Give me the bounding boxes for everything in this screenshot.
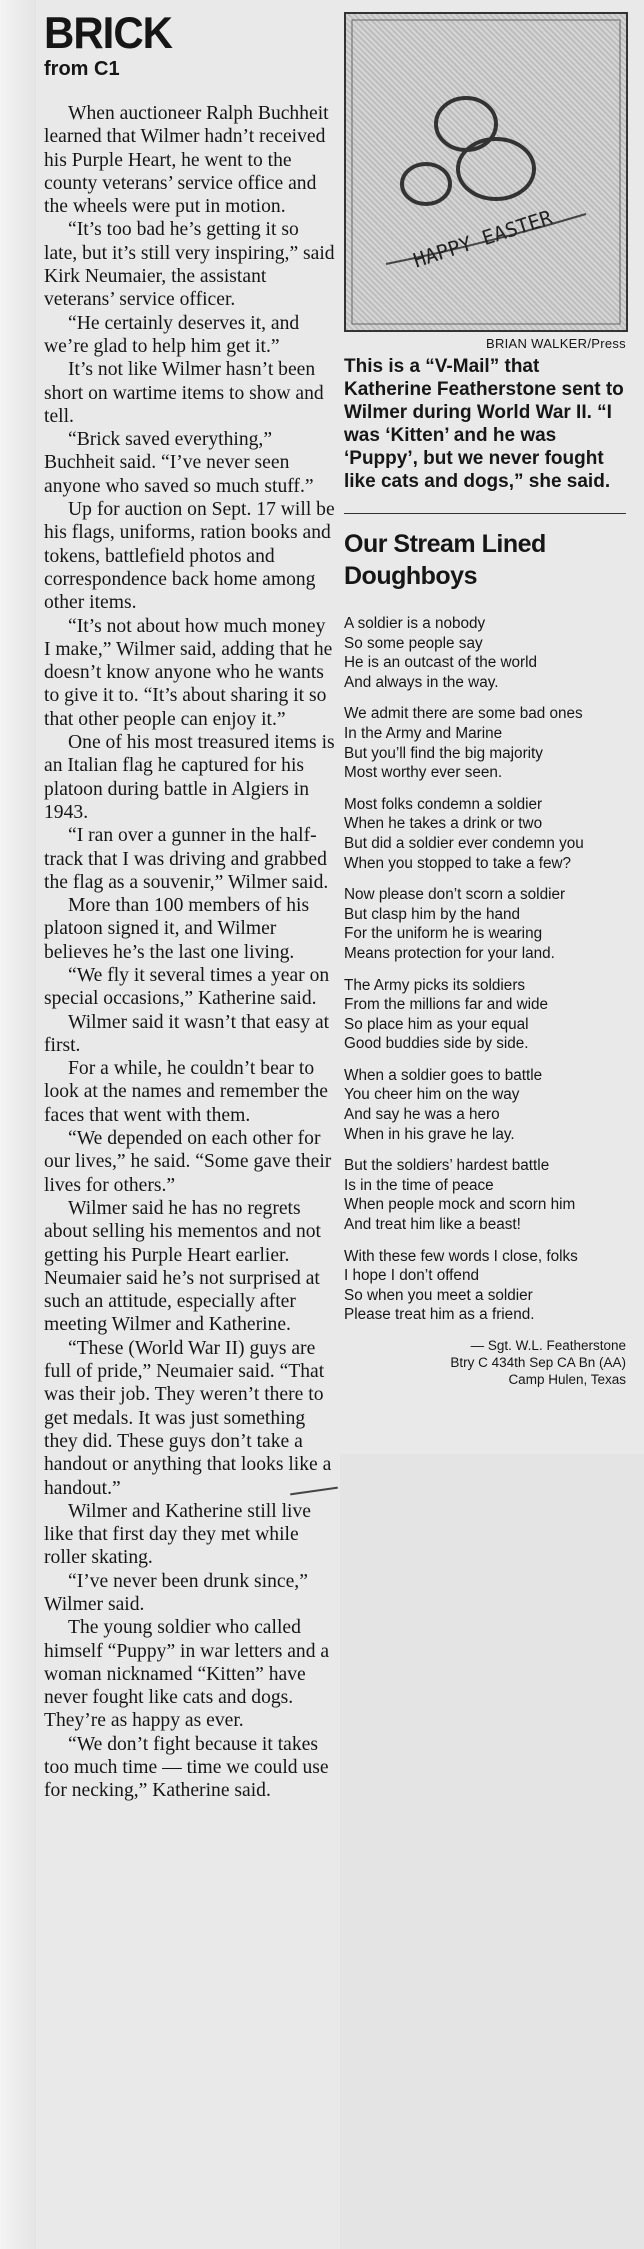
poem-line: So when you meet a soldier <box>344 1286 533 1304</box>
poem-line: So some people say <box>344 634 483 652</box>
article-paragraph: “These (World War II) guys are full of pride,” Neumaier said. “That was their job. They weren’t there to get medals. It was just something they did. These guys don’t take a handout or anything that looks like a handout.” <box>44 1337 332 1499</box>
signature-line: Btry C 434th Sep CA Bn (AA) <box>450 1355 626 1370</box>
article-paragraph: “We depended on each other for our lives,” he said. “Some gave their lives for others.” <box>44 1128 332 1196</box>
article-paragraph: “He certainly deserves it, and we’re glad to help him get it.” <box>44 312 300 357</box>
article-paragraph: The young soldier who called himself “Puppy” in war letters and a woman nicknamed “Kitten” have never fought like cats and dogs. They’re as happy as ever. <box>44 1617 330 1732</box>
poem-line: When in his grave he lay. <box>344 1125 515 1143</box>
article-paragraph: Wilmer and Katherine still live like that first day they met while roller skating. <box>44 1500 311 1569</box>
article-paragraph: Up for auction on Sept. 17 will be his flags, uniforms, ration books and tokens, battlefield photos and correspondence back home among other items. <box>44 499 335 614</box>
poem-line: You cheer him on the way <box>344 1086 520 1104</box>
article-paragraph: “We don’t fight because it takes too much time — time we could use for necking,” Katherine said. <box>44 1733 329 1802</box>
poem-line: Please treat him as a friend. <box>344 1306 535 1324</box>
poem-line: When he takes a drink or two <box>344 815 543 833</box>
poem-stanza <box>344 795 626 873</box>
poem-line: Most folks condemn a soldier <box>344 795 543 813</box>
poem-line: Now please don’t scorn a soldier <box>344 886 566 904</box>
article-paragraph: It’s not like Wilmer hasn’t been short on wartime items to show and tell. <box>44 359 324 427</box>
poem-line: The Army picks its soldiers <box>344 976 526 994</box>
poem-signature <box>344 1337 626 1388</box>
poem-stanza <box>344 885 626 963</box>
article-body <box>44 102 336 1803</box>
poem-stanza <box>344 614 626 692</box>
article-paragraph: “It’s too bad he’s getting it so late, but it’s still very inspiring,” said Kirk Neumaier, the assistant veterans’ service officer. <box>44 219 335 311</box>
poem-line: And always in the way. <box>344 673 499 691</box>
article-headline: BRICK <box>44 7 172 58</box>
poem-stanza <box>344 1247 626 1325</box>
article-paragraph: One of his most treasured items is an Italian flag he captured for his platoon during battle in Algiers in 1943. <box>44 732 335 823</box>
poem-line: But you’ll find the big majority <box>344 744 543 762</box>
signature-line: Camp Hulen, Texas <box>508 1372 626 1387</box>
poem-title: Our Stream Lined Doughboys <box>344 530 546 590</box>
section-divider <box>344 513 626 514</box>
photo-credit: BRIAN WALKER/Press <box>485 336 626 351</box>
poem-line: When you stopped to take a few? <box>344 854 572 872</box>
article-paragraph: Wilmer said he has no regrets about selling his mementos and not getting his Purple Heart earlier. Neumaier said he’s not surprised at such an attitude, especially after meeting Wilmer and Katherine. <box>44 1197 322 1336</box>
poem-line: From the millions far and wide <box>344 996 549 1014</box>
article-paragraph: For a while, he couldn’t bear to look at the names and remember the faces that went with them. <box>44 1058 329 1126</box>
sidebar-column <box>344 12 626 1388</box>
article-paragraph: “I’ve never been drunk since,” Wilmer said. <box>44 1570 308 1615</box>
article-paragraph: “I ran over a gunner in the half-track that I was driving and grabbed the flag as a souvenir,” Wilmer said. <box>44 825 329 893</box>
page-margin <box>0 0 36 2249</box>
poem-line: In the Army and Marine <box>344 724 503 742</box>
poem-line: Means protection for your land. <box>344 944 555 962</box>
article-paragraph: “We fly it several times a year on special occasions,” Katherine said. <box>44 964 330 1010</box>
poem-line: And say he was a hero <box>344 1106 500 1124</box>
photo-caption: This is a “V-Mail” that Katherine Featherstone sent to Wilmer during World War II. “I was ‘Kitten’ and he was ‘Puppy’, but we never fought like cats and dogs,” she said. <box>344 356 624 492</box>
article-paragraph: “Brick saved everything,” Buchheit said. “I’ve never seen anyone who saved so much stuff.” <box>44 429 314 497</box>
poem-line: A soldier is a nobody <box>344 615 486 632</box>
article-paragraph: More than 100 members of his platoon signed it, and Wilmer believes he’s the last one living. <box>44 895 310 963</box>
poem-line: Is in the time of peace <box>344 1176 494 1194</box>
poem-line: But did a soldier ever condemn you <box>344 834 584 852</box>
poem-line: We admit there are some bad ones <box>344 705 583 723</box>
jump-line: from C1 <box>44 58 120 80</box>
poem-stanza <box>344 704 626 782</box>
poem-line: He is an outcast of the world <box>344 654 538 672</box>
blank-area <box>340 1454 644 2249</box>
article-paragraph: Wilmer said it wasn’t that easy at first. <box>44 1011 330 1056</box>
vmail-photo <box>344 12 628 332</box>
poem-line: With these few words I close, folks <box>344 1247 578 1265</box>
vmail-greeting: HAPPY EASTER <box>410 205 556 273</box>
poem-stanza <box>344 1156 626 1234</box>
article-paragraph: When auctioneer Ralph Buchheit learned that Wilmer hadn’t received his Purple Heart, he went to the county veterans’ service office and the wheels were put in motion. <box>44 103 329 218</box>
signature-line: — Sgt. W.L. Featherstone <box>470 1338 626 1353</box>
poem-line: Good buddies side by side. <box>344 1035 529 1053</box>
article-paragraph: “It’s not about how much money I make,” Wilmer said, adding that he doesn’t know anyone who he wants to give it to. “It’s about sharing it so that other people can enjoy it.” <box>44 615 333 730</box>
poem-stanza <box>344 1066 626 1144</box>
poem-line: I hope I don’t offend <box>344 1267 479 1285</box>
poem-stanza <box>344 976 626 1054</box>
poem-line: But the soldiers’ hardest battle <box>344 1157 550 1175</box>
poem-line: And treat him like a beast! <box>344 1216 521 1234</box>
poem-line: For the uniform he is wearing <box>344 925 543 943</box>
poem-body <box>344 614 626 1325</box>
poem-line: Most worthy ever seen. <box>344 764 503 782</box>
poem-line: When people mock and scorn him <box>344 1196 576 1214</box>
article-column <box>44 7 336 1803</box>
poem-line: When a soldier goes to battle <box>344 1066 543 1084</box>
poem-line: So place him as your equal <box>344 1015 529 1033</box>
vmail-illustration <box>346 14 626 330</box>
poem-line: But clasp him by the hand <box>344 905 521 923</box>
